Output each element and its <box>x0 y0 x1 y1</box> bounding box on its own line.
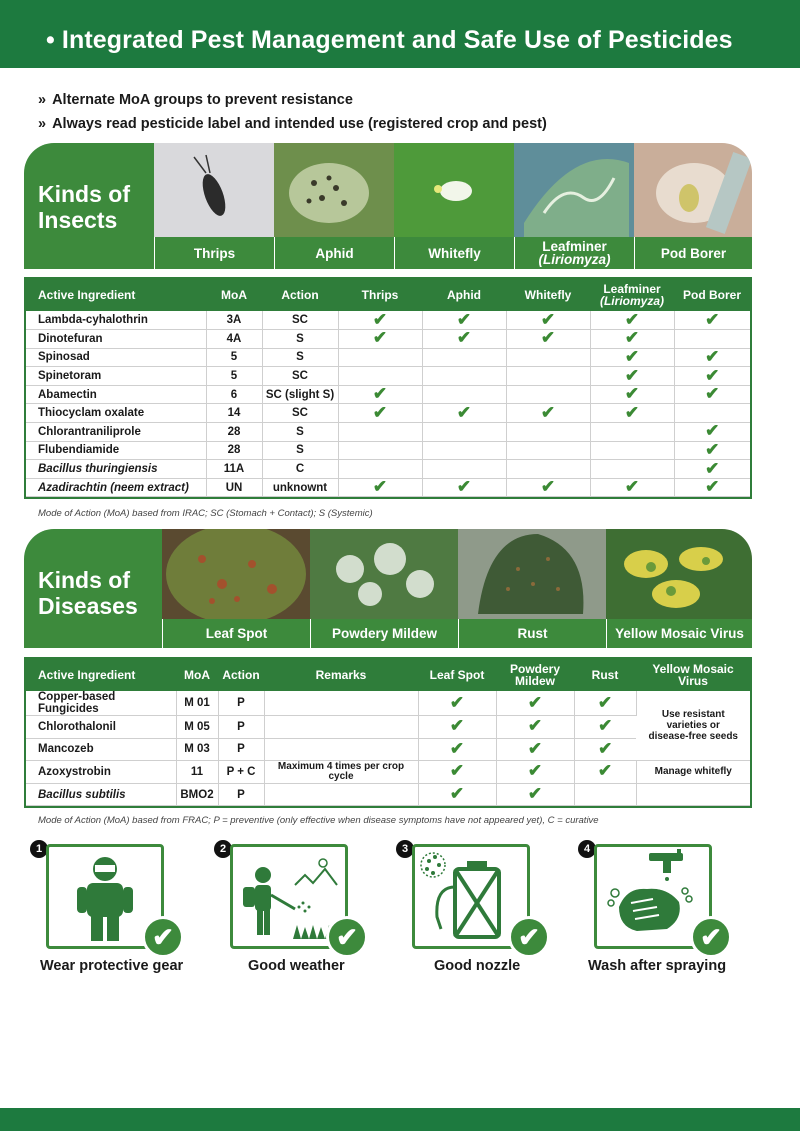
check-cell <box>590 404 674 423</box>
check-cell <box>590 423 674 442</box>
check-cell <box>674 478 750 497</box>
col-pod-borer: Pod Borer <box>682 288 741 302</box>
action-cell: S <box>262 348 338 367</box>
check-cell <box>590 460 674 479</box>
bullet-item: » Always read pesticide label and intended use (registered crop and pest) <box>38 116 547 132</box>
col-yellow-mosaic: Yellow Mosaic Virus <box>652 662 734 688</box>
check-icon: ✔ <box>527 692 543 712</box>
page-title: • Integrated Pest Management and Safe Use of Pesticides <box>46 26 733 54</box>
check-cell <box>338 311 422 330</box>
moa-cell: 28 <box>206 441 262 460</box>
check-icon: ✔ <box>705 477 720 497</box>
leafminer-photo <box>514 143 634 269</box>
check-cell <box>574 783 636 806</box>
leafminer-label: Leafminer (Liriomyza) <box>514 237 634 269</box>
table-row <box>26 783 750 806</box>
check-cell <box>338 478 422 497</box>
action-cell: P <box>218 783 264 806</box>
diseases-title-box <box>24 529 162 648</box>
step-number: 1 <box>30 840 48 858</box>
check-cell <box>574 761 636 784</box>
table-row <box>26 348 750 367</box>
check-icon: ✔ <box>705 439 720 459</box>
check-icon: ✔ <box>449 692 465 712</box>
check-cell <box>506 478 590 497</box>
check-icon: ✔ <box>598 716 613 736</box>
moa-cell: BMO2 <box>176 783 218 806</box>
check-icon: ✔ <box>540 328 556 348</box>
check-cell <box>422 404 506 423</box>
check-cell <box>674 460 750 479</box>
remarks-cell <box>264 738 418 761</box>
check-cell <box>338 385 422 404</box>
col-remarks: Remarks <box>315 668 367 682</box>
ingredient-cell: Mancozeb <box>26 738 176 761</box>
check-cell <box>574 738 636 761</box>
remarks-cell <box>264 783 418 806</box>
action-cell: SC <box>262 311 338 330</box>
action-cell: S <box>262 441 338 460</box>
check-cell <box>674 423 750 442</box>
check-cell <box>674 348 750 367</box>
ingredient-cell: Chlorantraniliprole <box>26 423 206 442</box>
bullet-marker: » <box>38 92 47 108</box>
check-cell <box>590 441 674 460</box>
page-header <box>0 0 800 68</box>
safety-caption: Wear protective gear <box>40 958 184 974</box>
bullet-marker: » <box>38 116 47 132</box>
check-cell <box>418 691 496 716</box>
ingredient-cell: Dinotefuran <box>26 330 206 349</box>
yellow-mosaic-label: Yellow Mosaic Virus <box>606 619 752 648</box>
check-cell <box>574 691 636 716</box>
check-cell <box>674 367 750 386</box>
thrips-photo <box>154 143 274 269</box>
col-leafminer: Leafminer (Liriomyza) <box>599 282 664 308</box>
moa-cell: 28 <box>206 423 262 442</box>
check-cell <box>590 478 674 497</box>
whitefly-label: Whitefly <box>394 237 514 269</box>
table-row <box>26 311 750 330</box>
check-icon: ✔ <box>372 328 388 348</box>
diseases-table <box>24 657 752 808</box>
check-cell <box>590 348 674 367</box>
col-action: Action <box>281 288 319 302</box>
check-icon: ✔ <box>597 692 613 712</box>
action-cell: S <box>262 330 338 349</box>
check-cell <box>422 348 506 367</box>
action-cell: SC <box>262 404 338 423</box>
check-icon: ✔ <box>142 916 184 958</box>
table-row <box>26 367 750 386</box>
check-icon: ✔ <box>624 402 640 422</box>
check-cell <box>338 367 422 386</box>
table-row <box>26 460 750 479</box>
check-cell <box>506 311 590 330</box>
check-icon: ✔ <box>508 916 550 958</box>
powdery-mildew-label: Powdery Mildew <box>310 619 458 648</box>
table-row <box>26 441 750 460</box>
pod-borer-label: Pod Borer <box>634 237 752 269</box>
leafminer-image <box>514 143 634 237</box>
check-cell <box>674 441 750 460</box>
table-row <box>26 691 750 716</box>
col-aphid: Aphid <box>447 288 481 302</box>
check-cell <box>496 738 574 761</box>
check-icon: ✔ <box>456 328 472 348</box>
table-row <box>26 761 750 784</box>
check-cell <box>674 330 750 349</box>
check-cell <box>338 441 422 460</box>
check-cell <box>674 404 750 423</box>
yellow-mosaic-image <box>606 529 752 619</box>
check-cell <box>422 367 506 386</box>
check-cell <box>506 348 590 367</box>
col-active-ingredient: Active Ingredient <box>38 668 136 682</box>
action-cell: C <box>262 460 338 479</box>
col-active-ingredient: Active Ingredient <box>38 288 136 302</box>
check-icon: ✔ <box>456 477 472 497</box>
check-icon: ✔ <box>527 716 543 736</box>
page-footer <box>0 1108 800 1131</box>
bullet-list <box>38 88 547 136</box>
col-action: Action <box>222 668 260 682</box>
check-cell <box>422 460 506 479</box>
ingredient-cell: Chlorothalonil <box>26 716 176 739</box>
moa-cell: 14 <box>206 404 262 423</box>
check-icon: ✔ <box>624 384 640 404</box>
ingredient-cell: Flubendiamide <box>26 441 206 460</box>
leaf-spot-photo <box>162 529 310 648</box>
check-cell <box>338 330 422 349</box>
check-cell <box>422 441 506 460</box>
rust-label: Rust <box>458 619 606 648</box>
check-cell <box>496 691 574 716</box>
remarks-cell <box>264 716 418 739</box>
diseases-title: Kinds of Diseases <box>38 567 138 619</box>
check-icon: ✔ <box>624 477 640 497</box>
check-icon: ✔ <box>705 421 720 441</box>
check-cell <box>506 404 590 423</box>
ingredient-cell: Copper-based Fungicides <box>26 691 176 716</box>
check-cell <box>506 423 590 442</box>
col-thrips: Thrips <box>361 288 399 302</box>
check-cell <box>338 423 422 442</box>
check-cell <box>506 385 590 404</box>
insects-banner <box>24 143 752 269</box>
step-number: 2 <box>214 840 232 858</box>
moa-cell: M 05 <box>176 716 218 739</box>
check-cell <box>574 716 636 739</box>
safety-item-hand-wash <box>578 840 758 980</box>
safety-caption: Wash after spraying <box>588 958 727 974</box>
col-leaf-spot: Leaf Spot <box>429 668 485 682</box>
check-cell <box>422 478 506 497</box>
safety-item-good-nozzle <box>396 840 576 980</box>
check-cell <box>506 367 590 386</box>
check-icon: ✔ <box>540 309 556 329</box>
diseases-banner <box>24 529 752 648</box>
check-icon: ✔ <box>705 384 720 404</box>
action-cell: P <box>218 691 264 716</box>
check-icon: ✔ <box>372 402 388 422</box>
moa-cell: 11 <box>176 761 218 784</box>
check-icon: ✔ <box>624 346 640 366</box>
moa-cell: UN <box>206 478 262 497</box>
check-cell <box>496 716 574 739</box>
check-icon: ✔ <box>705 365 720 385</box>
check-cell <box>590 367 674 386</box>
check-cell <box>590 385 674 404</box>
table-row <box>26 404 750 423</box>
action-cell: SC (slight S) <box>262 385 338 404</box>
moa-cell: 11A <box>206 460 262 479</box>
thrips-image <box>154 143 274 237</box>
check-cell <box>496 761 574 784</box>
powdery-mildew-image <box>310 529 458 619</box>
check-icon: ✔ <box>624 365 640 385</box>
whitefly-photo <box>394 143 514 269</box>
yellow-mosaic-photo <box>606 529 752 648</box>
diseases-table-header <box>26 659 750 691</box>
check-cell <box>674 385 750 404</box>
ingredient-cell: Bacillus subtilis <box>26 783 176 806</box>
check-cell <box>496 783 574 806</box>
action-cell: SC <box>262 367 338 386</box>
check-icon: ✔ <box>372 384 388 404</box>
check-cell <box>418 761 496 784</box>
empty-cell <box>636 783 750 806</box>
moa-cell: 5 <box>206 367 262 386</box>
ingredient-cell: Thiocyclam oxalate <box>26 404 206 423</box>
insects-table-header <box>26 279 750 311</box>
check-icon: ✔ <box>540 477 556 497</box>
step-number: 4 <box>578 840 596 858</box>
action-cell: S <box>262 423 338 442</box>
check-cell <box>338 404 422 423</box>
table-row <box>26 423 750 442</box>
check-cell <box>674 311 750 330</box>
check-cell <box>506 441 590 460</box>
col-powdery-mildew: Powdery Mildew <box>509 662 560 688</box>
table-row <box>26 385 750 404</box>
diseases-note: Mode of Action (MoA) based from FRAC; P = preventive (only effective when disease symptoms have not appeared yet), C = curative <box>38 815 599 826</box>
powdery-mildew-photo <box>310 529 458 648</box>
check-cell <box>418 738 496 761</box>
col-whitefly: Whitefly <box>524 288 572 302</box>
check-icon: ✔ <box>540 402 556 422</box>
aphid-label: Aphid <box>274 237 394 269</box>
check-icon: ✔ <box>372 477 388 497</box>
check-icon: ✔ <box>598 738 613 758</box>
insects-note: Mode of Action (MoA) based from IRAC; SC (Stomach + Contact); S (Systemic) <box>38 508 373 519</box>
check-icon: ✔ <box>449 761 465 781</box>
check-icon: ✔ <box>449 784 465 804</box>
remarks-cell: Maximum 4 times per crop cycle <box>264 761 418 784</box>
col-moa: MoA <box>184 668 210 682</box>
check-icon: ✔ <box>624 328 640 348</box>
check-icon: ✔ <box>705 309 720 329</box>
ymv-note-cell: Manage whitefly <box>636 761 750 784</box>
check-cell <box>422 311 506 330</box>
check-cell <box>422 423 506 442</box>
safety-item-protective-gear <box>30 840 210 980</box>
safety-caption: Good weather <box>248 958 345 974</box>
remarks-cell <box>264 691 418 716</box>
whitefly-image <box>394 143 514 237</box>
check-cell <box>422 385 506 404</box>
insects-title-box <box>24 143 154 269</box>
check-cell <box>338 460 422 479</box>
col-moa: MoA <box>221 288 247 302</box>
ingredient-cell: Lambda-cyhalothrin <box>26 311 206 330</box>
ingredient-cell: Azadirachtin (neem extract) <box>26 478 206 497</box>
action-cell: P + C <box>218 761 264 784</box>
moa-cell: 4A <box>206 330 262 349</box>
check-icon: ✔ <box>449 738 465 758</box>
table-row <box>26 478 750 497</box>
check-cell <box>590 330 674 349</box>
thrips-label: Thrips <box>154 237 274 269</box>
check-cell <box>418 783 496 806</box>
action-cell: P <box>218 738 264 761</box>
check-icon: ✔ <box>456 402 472 422</box>
check-icon: ✔ <box>690 916 732 958</box>
step-number: 3 <box>396 840 414 858</box>
check-icon: ✔ <box>527 738 543 758</box>
ingredient-cell: Spinetoram <box>26 367 206 386</box>
moa-cell: M 03 <box>176 738 218 761</box>
action-cell: unknownt <box>262 478 338 497</box>
moa-cell: M 01 <box>176 691 218 716</box>
check-icon: ✔ <box>527 784 543 804</box>
check-cell <box>506 330 590 349</box>
ingredient-cell: Abamectin <box>26 385 206 404</box>
check-cell <box>338 348 422 367</box>
check-icon: ✔ <box>624 309 640 329</box>
ingredient-cell: Azoxystrobin <box>26 761 176 784</box>
check-cell <box>422 330 506 349</box>
bullet-item: » Alternate MoA groups to prevent resistance <box>38 92 353 108</box>
rust-image <box>458 529 606 619</box>
check-icon: ✔ <box>326 916 368 958</box>
table-row <box>26 330 750 349</box>
ymv-note-cell: Use resistant varieties or disease-free seeds <box>636 691 750 761</box>
leaf-spot-label: Leaf Spot <box>162 619 310 648</box>
check-icon: ✔ <box>527 761 543 781</box>
check-cell <box>418 716 496 739</box>
check-icon: ✔ <box>597 761 613 781</box>
leaf-spot-image <box>162 529 310 619</box>
pod-borer-image <box>634 143 752 237</box>
insects-table <box>24 277 752 499</box>
check-cell <box>590 311 674 330</box>
rust-photo <box>458 529 606 648</box>
action-cell: P <box>218 716 264 739</box>
check-icon: ✔ <box>449 716 465 736</box>
aphid-image <box>274 143 394 237</box>
check-icon: ✔ <box>456 309 472 329</box>
aphid-photo <box>274 143 394 269</box>
safety-item-good-weather <box>214 840 394 980</box>
insects-title: Kinds of Insects <box>38 181 130 233</box>
safety-caption: Good nozzle <box>434 958 521 974</box>
check-icon: ✔ <box>705 346 720 366</box>
col-rust: Rust <box>591 668 619 682</box>
check-icon: ✔ <box>705 458 720 478</box>
moa-cell: 6 <box>206 385 262 404</box>
ingredient-cell: Bacillus thuringiensis <box>26 460 206 479</box>
check-cell <box>506 460 590 479</box>
moa-cell: 5 <box>206 348 262 367</box>
pod-borer-photo <box>634 143 752 269</box>
ingredient-cell: Spinosad <box>26 348 206 367</box>
check-icon: ✔ <box>372 309 388 329</box>
moa-cell: 3A <box>206 311 262 330</box>
